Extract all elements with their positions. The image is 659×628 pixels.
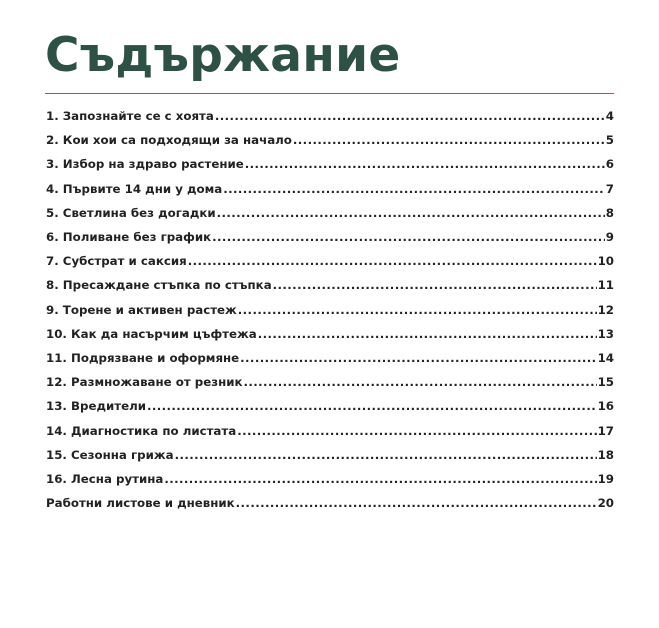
toc-leader-dots <box>175 448 597 462</box>
toc-leader-dots <box>244 375 597 389</box>
toc-entry-title: 10. Как да насърчим цъфтежа <box>46 326 257 341</box>
toc-entry-15[interactable] <box>46 443 614 467</box>
toc-page-number: 9 <box>605 230 614 245</box>
toc-entry-title: Работни листове и дневник <box>46 496 235 511</box>
toc-entry-title: 13. Вредители <box>46 399 146 414</box>
toc-page-number: 15 <box>597 375 614 390</box>
toc-entry-title: 16. Лесна рутина <box>46 471 164 486</box>
toc-page-number: 16 <box>597 399 614 414</box>
toc-entry-5[interactable] <box>46 201 614 225</box>
toc-leader-dots <box>147 399 597 413</box>
toc-leader-dots <box>273 278 597 292</box>
toc-entry-title: 11. Подрязване и оформяне <box>46 350 240 365</box>
toc-entry-title: 5. Светлина без догадки <box>46 205 216 220</box>
toc-page-number: 13 <box>597 326 614 341</box>
toc-entry-title: 8. Пресаждане стъпка по стъпка <box>46 278 272 293</box>
page-title: Съдържание <box>45 28 401 83</box>
toc-entry-3[interactable] <box>46 152 614 176</box>
toc-entry-2[interactable] <box>46 128 614 152</box>
toc-entry-1[interactable] <box>46 104 614 128</box>
toc-page-number: 5 <box>605 133 614 148</box>
toc-page-number: 11 <box>597 278 614 293</box>
toc-page-number: 20 <box>597 496 614 511</box>
toc-entry-8[interactable] <box>46 273 614 297</box>
table-of-contents <box>46 104 614 515</box>
toc-leader-dots <box>245 157 605 171</box>
toc-page-number: 6 <box>605 157 614 172</box>
toc-entry-title: 9. Торене и активен растеж <box>46 302 237 317</box>
toc-entry-title: 15. Сезонна грижа <box>46 447 174 462</box>
toc-leader-dots <box>223 182 605 196</box>
toc-leader-dots <box>240 351 596 365</box>
toc-page-number: 14 <box>597 350 614 365</box>
toc-page-number: 18 <box>597 447 614 462</box>
toc-entry-16[interactable] <box>46 467 614 491</box>
toc-page-number: 10 <box>597 254 614 269</box>
toc-entry-title: 6. Поливане без график <box>46 230 212 245</box>
toc-leader-dots <box>188 254 597 268</box>
toc-leader-dots <box>217 206 605 220</box>
toc-entry-11[interactable] <box>46 346 614 370</box>
toc-page-number: 17 <box>597 423 614 438</box>
toc-entry-7[interactable] <box>46 249 614 273</box>
title-divider <box>45 93 614 94</box>
toc-entry-title: 2. Кои хои са подходящи за начало <box>46 133 292 148</box>
toc-entry-4[interactable] <box>46 177 614 201</box>
toc-entry-title: 3. Избор на здраво растение <box>46 157 244 172</box>
toc-entry-6[interactable] <box>46 225 614 249</box>
toc-leader-dots <box>215 109 605 123</box>
toc-leader-dots <box>164 472 596 486</box>
toc-entry-title: 14. Диагностика по листата <box>46 423 237 438</box>
toc-entry-10[interactable] <box>46 322 614 346</box>
toc-entry-14[interactable] <box>46 418 614 442</box>
toc-entry-title: 1. Запознайте се с хоята <box>46 109 214 124</box>
toc-page-number: 19 <box>597 471 614 486</box>
toc-leader-dots <box>238 303 597 317</box>
toc-leader-dots <box>236 496 597 510</box>
toc-page-number: 8 <box>605 205 614 220</box>
toc-entry-9[interactable] <box>46 298 614 322</box>
toc-entry-13[interactable] <box>46 394 614 418</box>
toc-entry-worksheets[interactable] <box>46 491 614 515</box>
toc-leader-dots <box>293 133 605 147</box>
toc-entry-title: 4. Първите 14 дни у дома <box>46 181 223 196</box>
toc-entry-12[interactable] <box>46 370 614 394</box>
toc-entry-title: 12. Размножаване от резник <box>46 375 243 390</box>
toc-leader-dots <box>212 230 605 244</box>
toc-page-number: 12 <box>597 302 614 317</box>
toc-leader-dots <box>237 424 596 438</box>
toc-leader-dots <box>258 327 597 341</box>
toc-page-number: 4 <box>605 109 614 124</box>
toc-entry-title: 7. Субстрат и саксия <box>46 254 187 269</box>
toc-page-number: 7 <box>605 181 614 196</box>
